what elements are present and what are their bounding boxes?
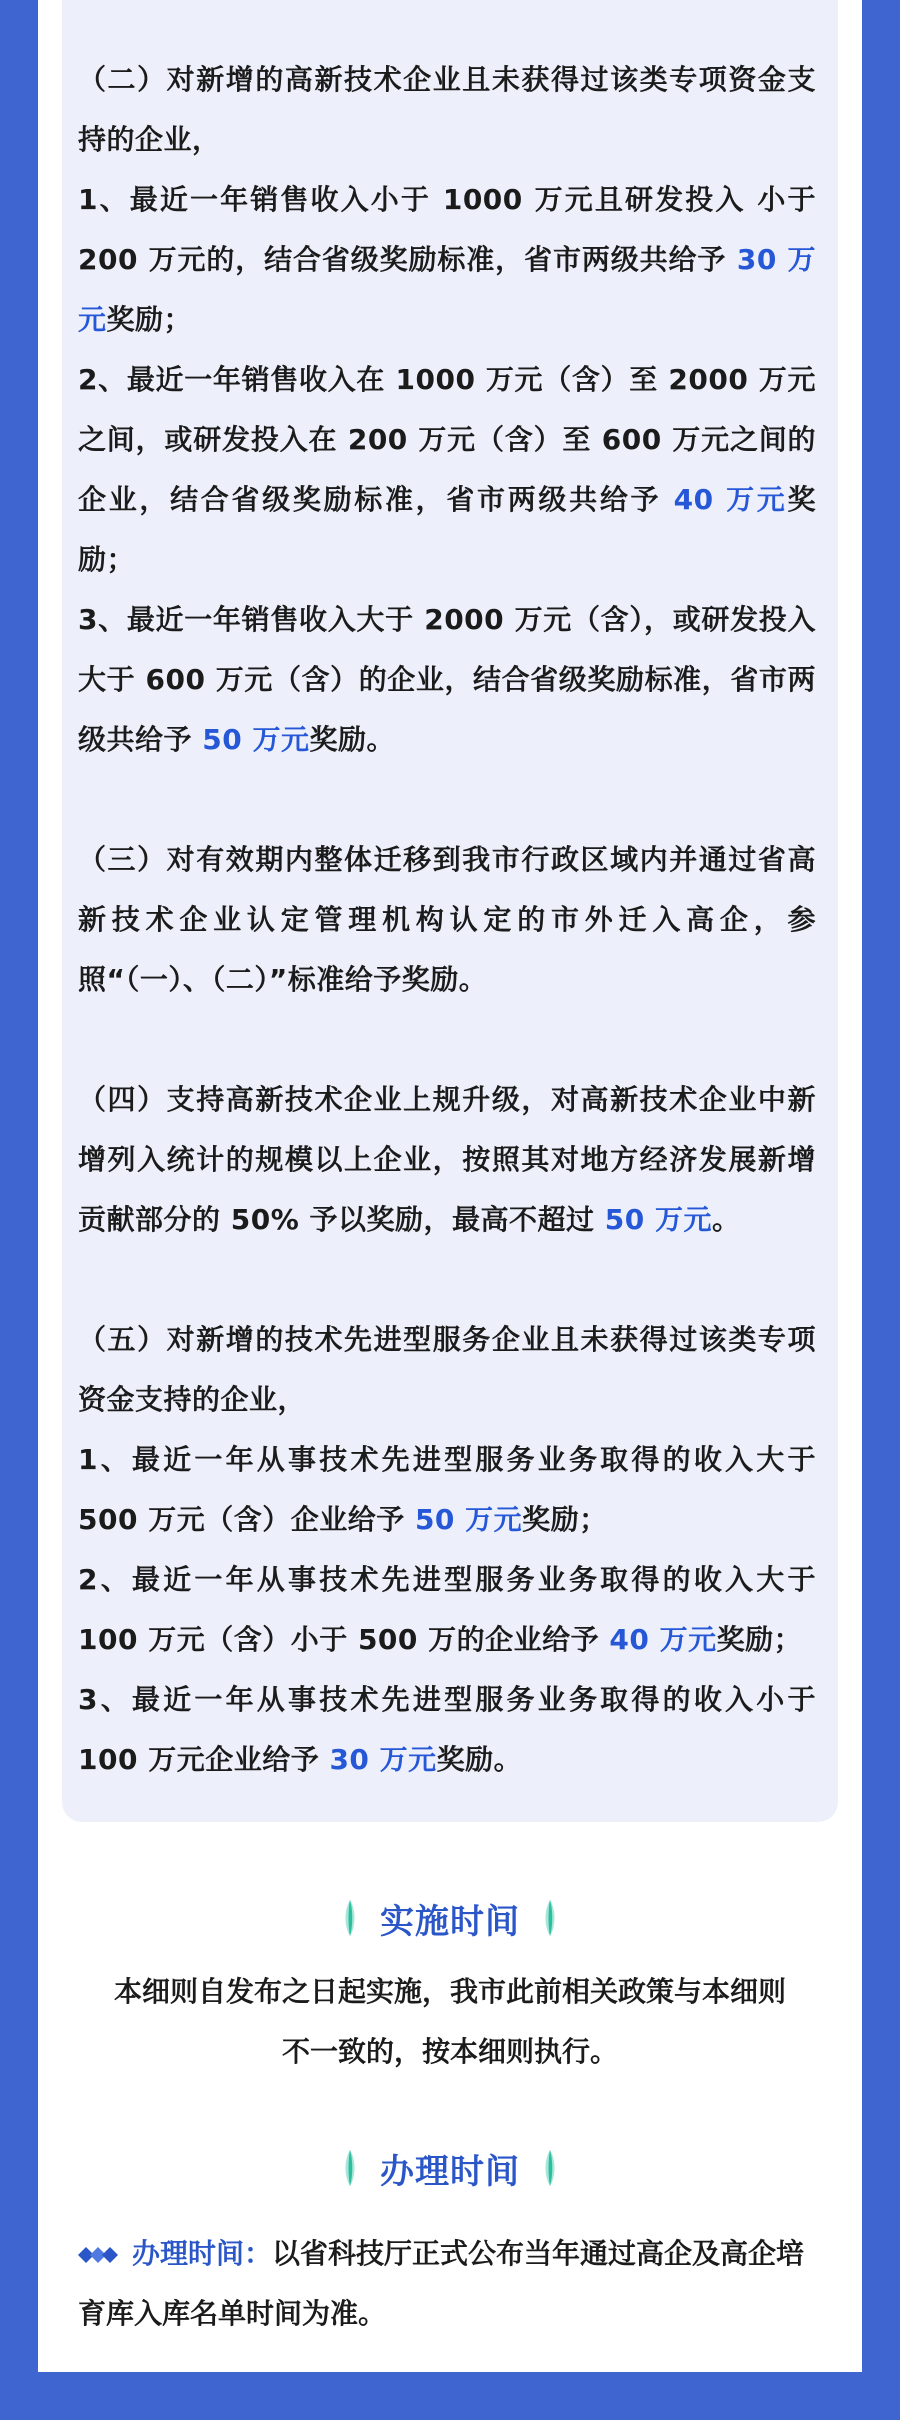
item-text: 。: [711, 1203, 741, 1236]
section-4-text: [78, 1070, 816, 1250]
item-text: 3、最近一年销售收入大于 2000 万元（含），或研发投入大于 600 万元（含）的企业，结合省级奖励标准，省市两级共给予: [78, 603, 816, 756]
section-2-item-3: [78, 590, 816, 770]
item-text: 2、最近一年销售收入在 1000 万元（含）至 2000 万元之间，或研发投入在 200 万元（含）至 600 万元之间的企业，结合省级奖励标准，省市两级共给予: [78, 363, 816, 516]
section-3-text: （三）对有效期内整体迁移到我市行政区域内并通过省高新技术企业认定管理机构认定的市外迁入高企，参照“（一）、（二）”标准给予奖励。: [78, 843, 816, 996]
spacer: [78, 770, 816, 830]
leaf-icon: [542, 2148, 558, 2188]
item-text: 奖励；: [522, 1503, 608, 1536]
item-text: （四）支持高新技术企业上规升级，对高新技术企业中新增列入统计的规模以上企业，按照其对地方经济发展新增贡献部分的 50% 予以奖励，最高不超过: [78, 1083, 816, 1236]
item-text: 奖励；: [716, 1623, 803, 1656]
reward-amount: 40 万元: [673, 483, 788, 516]
section-5-item-3: [78, 1670, 816, 1790]
section-5-item-2: [78, 1550, 816, 1670]
item-text: 奖励。: [436, 1743, 523, 1776]
reward-amount: 30 万元: [329, 1743, 437, 1776]
implementation-text: [78, 1962, 822, 2082]
diamond-arrows-icon: [78, 2246, 122, 2264]
handling-content: 以省科技厅正式公布当年通过高企及高企培育库入库名单时间为准。: [78, 2237, 805, 2330]
spacer: [78, 1250, 816, 1310]
leaf-icon: [342, 2148, 358, 2188]
implementation-line-2: 不一致的，按本细则执行。: [281, 2035, 618, 2068]
implementation-line-1: 本细则自发布之日起实施，我市此前相关政策与本细则: [113, 1975, 786, 2008]
section-2-item-1: [78, 170, 816, 350]
handling-title-text: 办理时间: [380, 2151, 520, 2192]
handling-label: 办理时间：: [132, 2237, 273, 2270]
item-text: 3、最近一年从事技术先进型服务业务取得的收入小于 100 万元企业给予: [78, 1683, 816, 1776]
item-text: 奖励；: [78, 483, 816, 576]
section-2-heading: （二）对新增的高新技术企业且未获得过该类专项资金支持的企业，: [78, 63, 816, 156]
item-text: 2、最近一年从事技术先进型服务业务取得的收入大于 100 万元（含）小于 500 万的企业给予: [78, 1563, 816, 1656]
reward-amount: 50 万元: [414, 1503, 523, 1536]
item-text: 1、最近一年销售收入小于 1000 万元且研发投入 小于 200 万元的，结合省级奖励标准，省市两级共给予: [78, 183, 816, 276]
policy-text: [78, 50, 816, 1790]
section-5-heading: （五）对新增的技术先进型服务企业且未获得过该类专项资金支持的企业，: [78, 1323, 816, 1416]
reward-amount: 50 万元: [604, 1203, 712, 1236]
implementation-title-text: 实施时间: [380, 1901, 520, 1942]
reward-amount: 40 万元: [609, 1623, 717, 1656]
content-page: [38, 0, 862, 2372]
item-text: 1、最近一年从事技术先进型服务业务取得的收入大于 500 万元（含）企业给予: [78, 1443, 816, 1536]
handling-paragraph: [78, 2224, 822, 2344]
policy-card: [62, 0, 838, 1822]
leaf-icon: [542, 1898, 558, 1938]
implementation-title: [38, 1888, 862, 1948]
item-text: 奖励。: [309, 723, 395, 756]
reward-amount: 30 万元: [78, 243, 816, 336]
section-5-item-1: [78, 1430, 816, 1550]
handling-text: [78, 2224, 822, 2344]
item-text: 奖励；: [106, 303, 193, 336]
spacer: [78, 1010, 816, 1070]
section-2-item-2: [78, 350, 816, 590]
leaf-icon: [342, 1898, 358, 1938]
reward-amount: 50 万元: [202, 723, 310, 756]
handling-title: [38, 2138, 862, 2198]
